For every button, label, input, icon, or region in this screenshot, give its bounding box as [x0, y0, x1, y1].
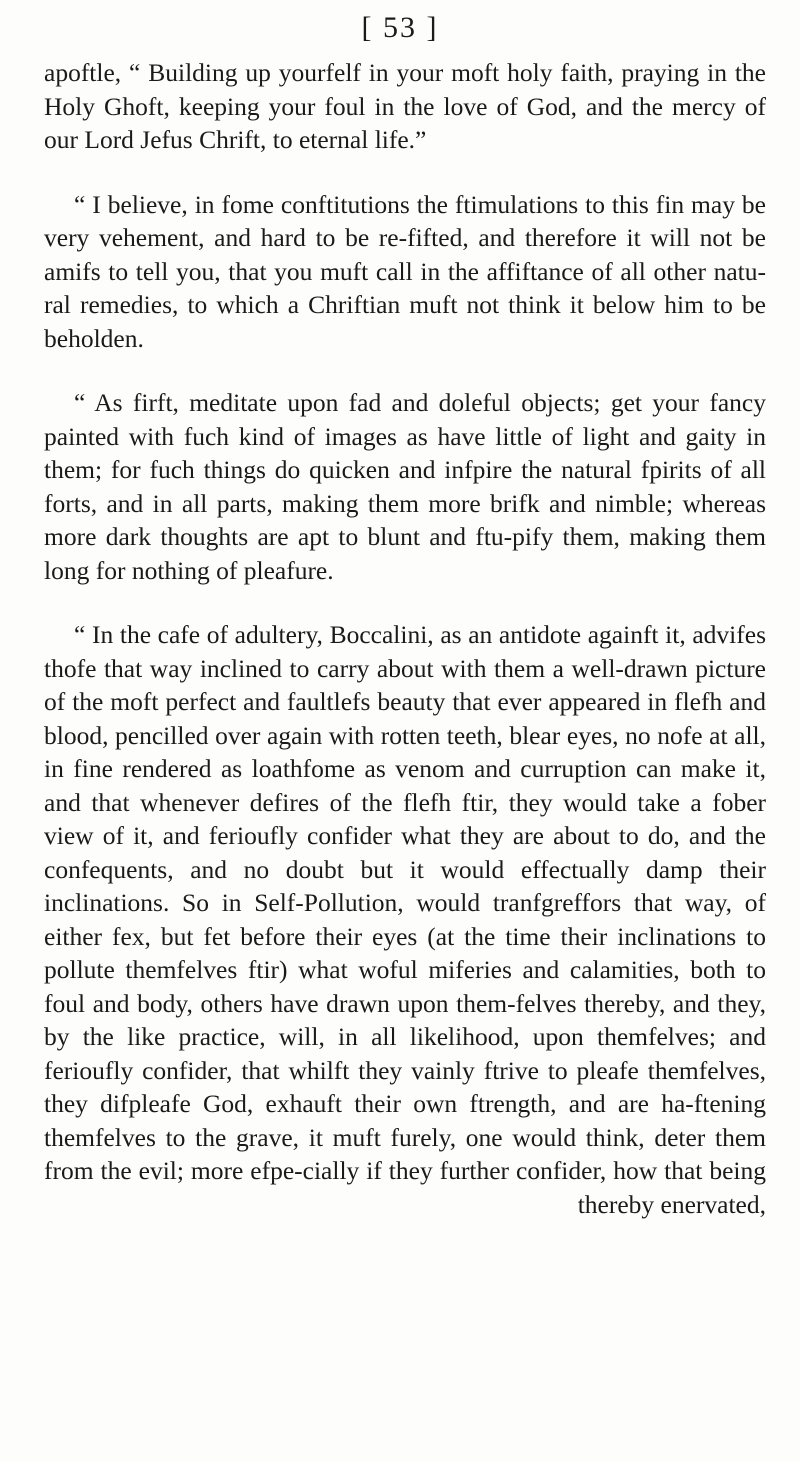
- page-number: [ 53 ]: [361, 11, 439, 44]
- page-text: [44, 56, 766, 1221]
- paragraph-2: “ I believe, in fome conftitutions the ftimulations to this fin may be very vehement, and hard to be re-fifted, and therefore it will not be amifs to tell you, that you muft call in the affiftance of all other natu-ral remedies, to which a Chriftian muft not think it below him to be beholden.: [44, 189, 766, 353]
- paragraph-4: “ In the cafe of adultery, Boccalini, as an antidote againft it, advifes thofe that way inclined to carry about with them a well-drawn picture of the moft perfect and faultlefs beauty that ever appeared in flefh and blood, pencilled over again with rotten teeth, blear eyes, no nofe at all, in fine rendered as loathfome as venom and curruption can make it, and that whenever defires of the flefh ftir, they would take a fober view of it, and ferioufly confider what they are about to do, and the confequents, and no doubt but it would effectually damp their inclinations. So in Self-Pollution, would tranfgreffors that way, of either fex, but fet before their eyes (at the time their inclinations to pollute themfelves ftir) what woful miferies and calamities, both to foul and body, others have drawn upon them-felves thereby, and they, by the like practice, will, in all likelihood, upon themfelves; and ferioufly confider, that whilft they vainly ftrive to pleafe themfelves, they difpleafe God, exhauft their own ftrength, and are ha-ftening themfelves to the grave, it muft furely, one would think, deter them from the evil; more efpe-cially if they further confider, how that being thereby enervated,: [44, 620, 766, 1219]
- paragraph-1: apoftle, “ Building up yourfelf in your moft holy faith, praying in the Holy Ghoft, keeping your foul in the love of God, and the mercy of our Lord Jefus Chrift, to eternal life.”: [44, 58, 766, 154]
- paragraph-3: “ As firft, meditate upon fad and doleful objects; get your fancy painted with fuch kind of images as have little of light and gaity in them; for fuch things do quicken and infpire the natural fpirits of all forts, and in all parts, making them more brifk and nimble; whereas more dark thoughts are apt to blunt and ftu-pify them, making them long for nothing of pleafure.: [44, 388, 766, 585]
